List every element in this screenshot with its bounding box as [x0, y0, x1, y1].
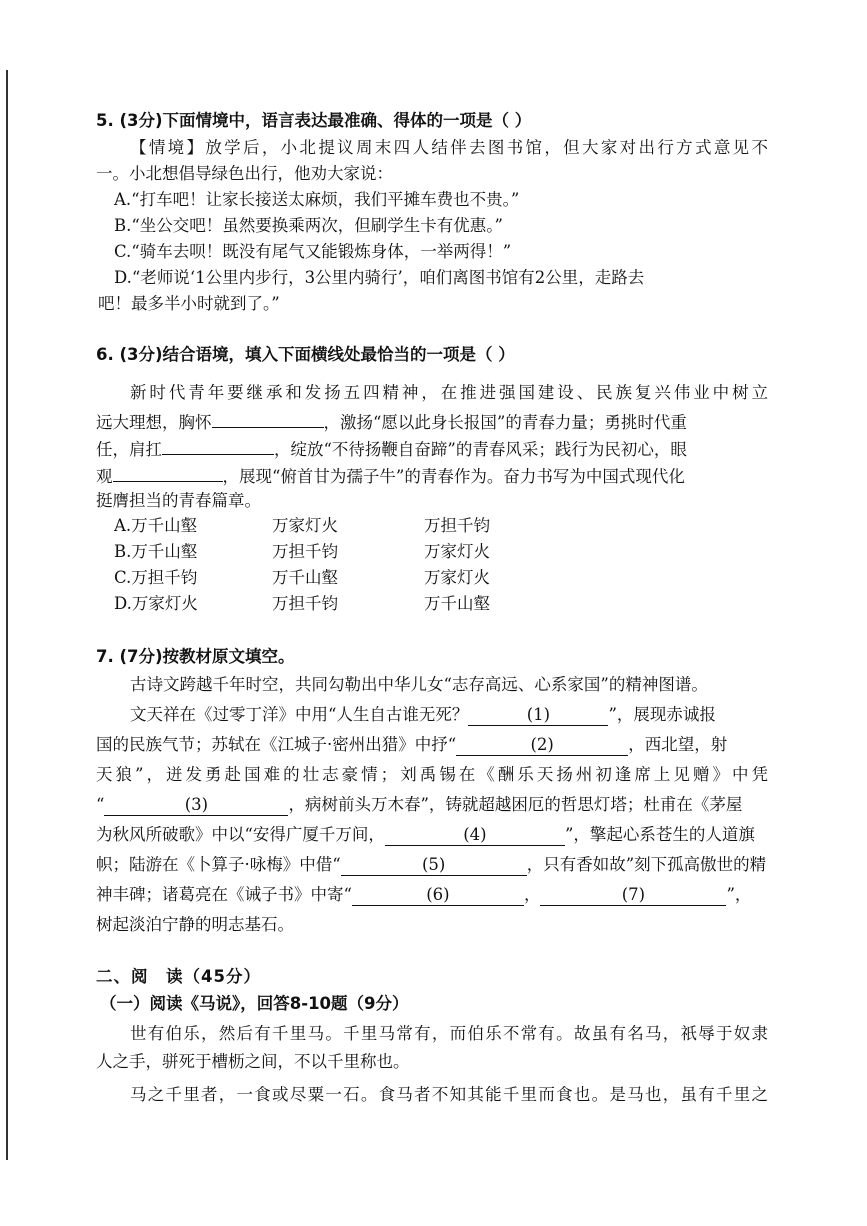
- q6-line5: 挺膺担当的青春篇章。: [96, 491, 261, 510]
- q5-option-a: A.“打车吧！让家长接送太麻烦，我们平摊车费也不贵。”: [114, 190, 520, 209]
- q6-blank-1[interactable]: [212, 407, 324, 428]
- q6-option-b-1: B.万千山壑: [114, 542, 198, 561]
- q5-option-d-line1: D.“老师说‘1公里内步行，3公里内骑行’，咱们离图书馆有2公里，走路去: [114, 268, 645, 287]
- q7-line2-text-a: 国的民族气节；苏轼在《江城子·密州出猎》中抒“: [96, 735, 457, 754]
- q6-line2-text-b: ，激扬“愿以此身长报国”的青春力量；勇挑时代重: [323, 413, 687, 432]
- q7-blank-3[interactable]: [104, 795, 288, 816]
- q7-blank-3-label: (3): [184, 795, 209, 814]
- q5-context-line2: 一。小北想倡导绿色出行，他劝大家说：: [96, 164, 393, 183]
- q7-line6: [96, 852, 768, 878]
- q7-line8: 树起淡泊宁静的明志基石。: [96, 915, 294, 934]
- q6-option-d-3: 万千山壑: [424, 594, 490, 613]
- q6-option-c-2: 万千山壑: [272, 568, 338, 587]
- q5-stem: 5. (3分)下面情境中，语言表达最准确、得体的一项是（ ）: [96, 111, 532, 130]
- q5-context-line1: 【情境】放学后，小北提议周末四人结伴去图书馆，但大家对出行方式意见不: [130, 138, 768, 157]
- q6-blank-2[interactable]: [162, 434, 274, 455]
- q6-option-a-3: 万担千钧: [424, 516, 490, 535]
- q7-line7-text-a: 神丰碑；诸葛亮在《诫子书》中寄“: [96, 885, 352, 904]
- q5-option-d-line2: 吧！最多半小时就到了。”: [98, 294, 280, 313]
- q7-line7-text-b: ”，: [726, 885, 752, 904]
- q6-option-b-3: 万家灯火: [424, 542, 490, 561]
- mashuo-p1-line2: 人之手，骈死于槽枥之间，不以千里称也。: [96, 1052, 410, 1071]
- q7-line6-text-b: ，只有香如故”刻下孤高傲世的精: [526, 855, 767, 874]
- q7-line5-text-b: ”，擎起心系苍生的人道旗: [564, 825, 755, 844]
- q6-option-d-2: 万担千钧: [272, 594, 338, 613]
- q6-line2-text-a: 远大理想，胸怀: [96, 413, 212, 432]
- q7-blank-4[interactable]: [385, 825, 565, 846]
- q7-line4-text-a: “: [96, 795, 105, 814]
- q7-blank-6[interactable]: [352, 885, 524, 906]
- q7-blank-1-label: (1): [526, 705, 551, 724]
- q6-line3: [96, 434, 768, 463]
- q7-line7-comma: ，: [523, 885, 541, 904]
- q7-line3: 天狼”，迸发勇赴国难的壮志豪情；刘禹锡在《酬乐天扬州初逢席上见赠》中凭: [96, 765, 768, 784]
- q7-line1-text-a: 文天祥在《过零丁洋》中用“人生自古谁无死？: [130, 705, 469, 724]
- q6-stem: 6. (3分)结合语境，填入下面横线处最恰当的一项是（ ）: [96, 345, 515, 364]
- q7-line7: [96, 882, 768, 908]
- q6-line3-text-b: ，绽放“不待扬鞭自奋蹄”的青春风采；践行为民初心，眼: [274, 440, 687, 459]
- q7-blank-7-label: (7): [621, 885, 646, 904]
- q7-blank-2-label: (2): [530, 735, 554, 754]
- q6-blank-3[interactable]: [113, 461, 223, 482]
- q6-option-a-1: A.万千山壑: [114, 516, 198, 535]
- q6-option-b-2: 万担千钧: [272, 542, 338, 561]
- q7-line2: [96, 732, 768, 758]
- section-2-title: 二、阅 读（45分）: [96, 967, 261, 986]
- q7-blank-4-label: (4): [463, 825, 487, 844]
- q6-option-d-1: D.万家灯火: [114, 594, 198, 613]
- q7-line6-text-a: 帜；陆游在《卜算子·咏梅》中借“: [96, 855, 341, 874]
- q5-option-b: B.“坐公交吧！虽然要换乘两次，但刷学生卡有优惠。”: [114, 216, 503, 235]
- q7-line1: [96, 702, 768, 728]
- q7-blank-5[interactable]: [341, 855, 527, 876]
- q7-line5-text-a: 为秋风所破歌》中以“安得广厦千万间，: [96, 825, 385, 844]
- q7-line5: [96, 822, 768, 848]
- q7-line1-text-b: ”，展现赤诚报: [608, 705, 716, 724]
- q6-option-c-3: 万家灯火: [424, 568, 490, 587]
- q6-line4-text-b: ，展现“俯首甘为孺子牛”的青春作为。奋力书写为中国式现代化: [222, 467, 685, 486]
- q7-line2-text-b: ，西北望，射: [628, 735, 728, 754]
- q6-option-c-1: C.万担千钧: [114, 568, 198, 587]
- q7-blank-1[interactable]: [468, 705, 608, 726]
- q6-line4-text-a: 观: [96, 467, 113, 486]
- q7-blank-7[interactable]: [540, 885, 726, 906]
- mashuo-p2-line1: 马之千里者，一食或尽粟一石。食马者不知其能千里而食也。是马也，虽有千里之: [130, 1085, 768, 1104]
- q7-blank-5-label: (5): [422, 855, 446, 874]
- q5-option-c: C.“骑车去呗！既没有尾气又能锻炼身体，一举两得！”: [114, 242, 512, 261]
- q6-option-a-2: 万家灯火: [272, 516, 338, 535]
- q7-line4-text-b: ，病树前头万木春”，铸就超越困厄的哲思灯塔；杜甫在《茅屋: [288, 795, 743, 814]
- q7-blank-2[interactable]: [456, 735, 628, 756]
- q6-line1: 新时代青年要继承和发扬五四精神，在推进强国建设、民族复兴伟业中树立: [130, 383, 768, 402]
- q7-blank-6-label: (6): [426, 885, 450, 904]
- q6-line3-text-a: 任，肩扛: [96, 440, 162, 459]
- q7-stem: 7. (7分)按教材原文填空。: [96, 647, 295, 666]
- q7-intro: 古诗文跨越千年时空，共同勾勒出中华儿女“志存高远、心系家国”的精神图谱。: [130, 675, 708, 694]
- q7-line4: [96, 792, 768, 818]
- section-2-sub1-title: （一）阅读《马说》，回答8-10题（9分）: [100, 994, 409, 1013]
- q6-line4: [96, 461, 768, 490]
- q6-line2: [96, 407, 768, 436]
- mashuo-p1-line1: 世有伯乐，然后有千里马。千里马常有，而伯乐不常有。故虽有名马，祇辱于奴隶: [130, 1024, 768, 1043]
